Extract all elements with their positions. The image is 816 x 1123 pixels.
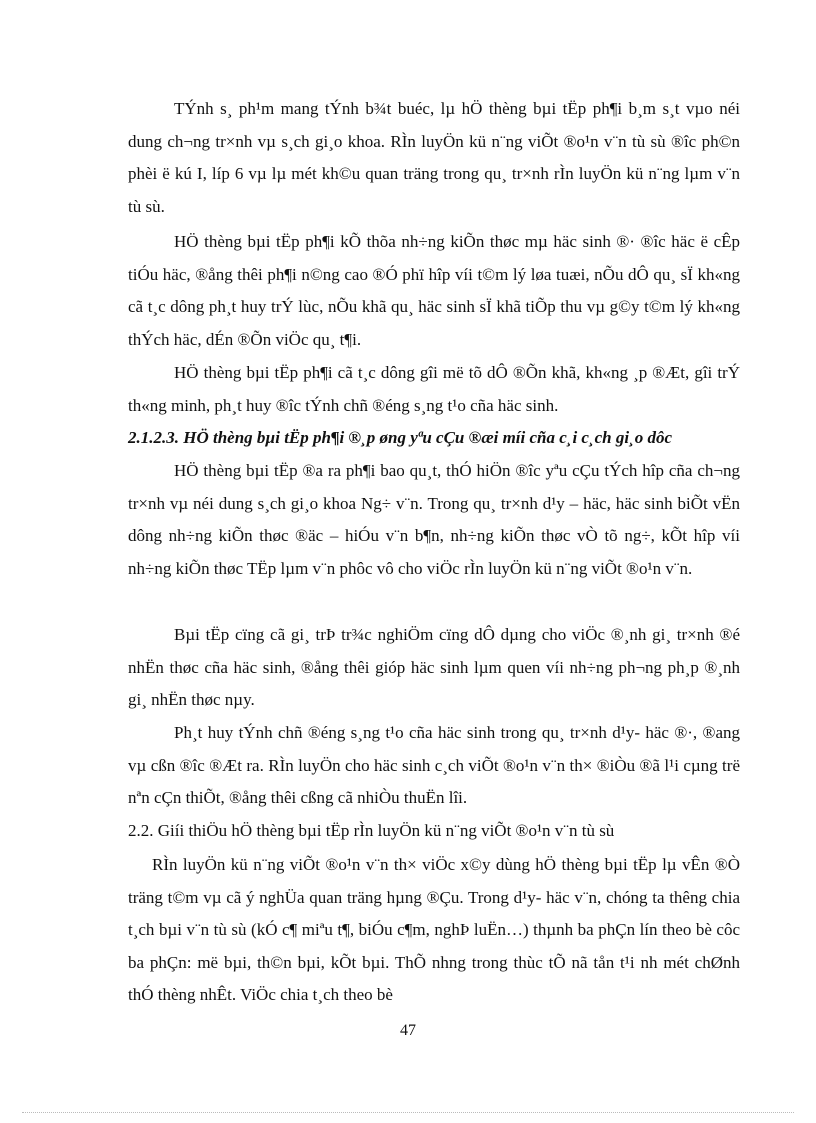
page-bottom-divider: [22, 1112, 794, 1113]
section-heading-2-2: 2.2. Giíi thiÖu hÖ thèng bµi tËp rÌn luyÖn kü n¨ng viÕt ®o¹n v¨n tù sù: [128, 821, 615, 840]
paragraph-6: Ph¸t huy tÝnh chñ ®éng s¸ng t¹o cña häc sinh trong qu¸ tr×nh d¹y- häc ®·, ®ang vµ cßn ®îc ®Æt ra. RÌn luyÖn cho häc sinh c¸ch viÕt ®o¹n v¨n th× ®iÒu ®ã l¹i cµng trë nªn cÇn thiÕt, ®ång thêi cßng cã nhiÒu thuËn lîi.: [128, 723, 740, 808]
paragraph-1: TÝnh s¸ ph¹m mang tÝnh b¾t buéc, lµ hÖ thèng bµi tËp ph¶i b¸m s¸t vµo néi dung ch¬ng tr×nh vµ s¸ch gi¸o khoa. RÌn luyÖn kü n¨ng viÕt ®o¹n v¨n tù sù ®îc ph©n phèi ë kú I, líp 6 vµ lµ mét kh©u quan träng trong qu¸ tr×nh rÌn luyÖn kü n¨ng lµm v¨n tù sù.: [128, 99, 740, 216]
paragraph-7: RÌn luyÖn kü n¨ng viÕt ®o¹n v¨n th× viÖc x©y dùng hÖ thèng bµi tËp lµ vÊn ®Ò träng t©m vµ cã ý nghÜa quan träng hµng ®Çu. Trong d¹y- häc v¨n, chóng ta thêng chia t¸ch bµi v¨n tù sù (kÓ c¶ miªu t¶, biÓu c¶m, nghÞ luËn…) thµnh ba phÇn lín theo bè côc ba phÇn: më bµi, th©n bµi, kÕt bµi. ThÕ nhng trong thùc tÕ nã tån t¹i nh mét chØnh thÓ thèng nhÊt. ViÖc chia t¸ch theo bè: [128, 855, 740, 1005]
page-number: 47: [400, 1022, 416, 1039]
paragraph-3: HÖ thèng bµi tËp ph¶i cã t¸c dông gîi më tõ dÔ ®Õn khã, kh«ng ¸p ®Æt, gîi trÝ th«ng minh, ph¸t huy ®îc tÝnh chñ ®éng s¸ng t¹o cña häc sinh.: [128, 363, 740, 415]
section-heading-2-1-2-3: 2.1.2.3. HÖ thèng bµi tËp ph¶i ®¸p øng yªu cÇu ®æi míi cña c¸i c¸ch gi¸o dôc: [128, 428, 673, 447]
paragraph-2: HÖ thèng bµi tËp ph¶i kÕ thõa nh÷ng kiÕn thøc mµ häc sinh ®· ®îc häc ë cÊp tiÓu häc, ®ång thêi ph¶i n©ng cao ®Ó phï hîp víi t©m lý løa tuæi, nÕu dÔ qu¸ sÏ kh«ng cã t¸c dông ph¸t huy trÝ lùc, nÕu khã qu¸ häc sinh sÏ khã tiÕp thu vµ g©y t©m lý kh«ng thÝch häc, dÉn ®Õn viÖc qu¸ t¶i.: [128, 232, 740, 349]
paragraph-4: HÖ thèng bµi tËp ®a ra ph¶i bao qu¸t, thÓ hiÖn ®îc yªu cÇu tÝch hîp cña ch¬ng tr×nh vµ néi dung s¸ch gi¸o khoa Ng÷ v¨n. Trong qu¸ tr×nh d¹y – häc, häc sinh biÕt vËn dông nh÷ng kiÕn thøc ®äc – hiÓu v¨n b¶n, nh÷ng kiÕn thøc vÒ tõ ng÷, kÕt hîp víi nh÷ng kiÕn thøc TËp lµm v¨n phôc vô cho viÖc rÌn luyÖn kü n¨ng viÕt ®o¹n v¨n.: [128, 461, 740, 578]
paragraph-5: Bµi tËp cïng cã gi¸ trÞ tr¾c nghiÖm cïng dÔ dµng cho viÖc ®¸nh gi¸ tr×nh ®é nhËn thøc cña häc sinh, ®ång thêi gióp häc sinh lµm quen víi nh÷ng ph¬ng ph¸p ®¸nh gi¸ nhËn thøc nµy.: [128, 625, 740, 710]
